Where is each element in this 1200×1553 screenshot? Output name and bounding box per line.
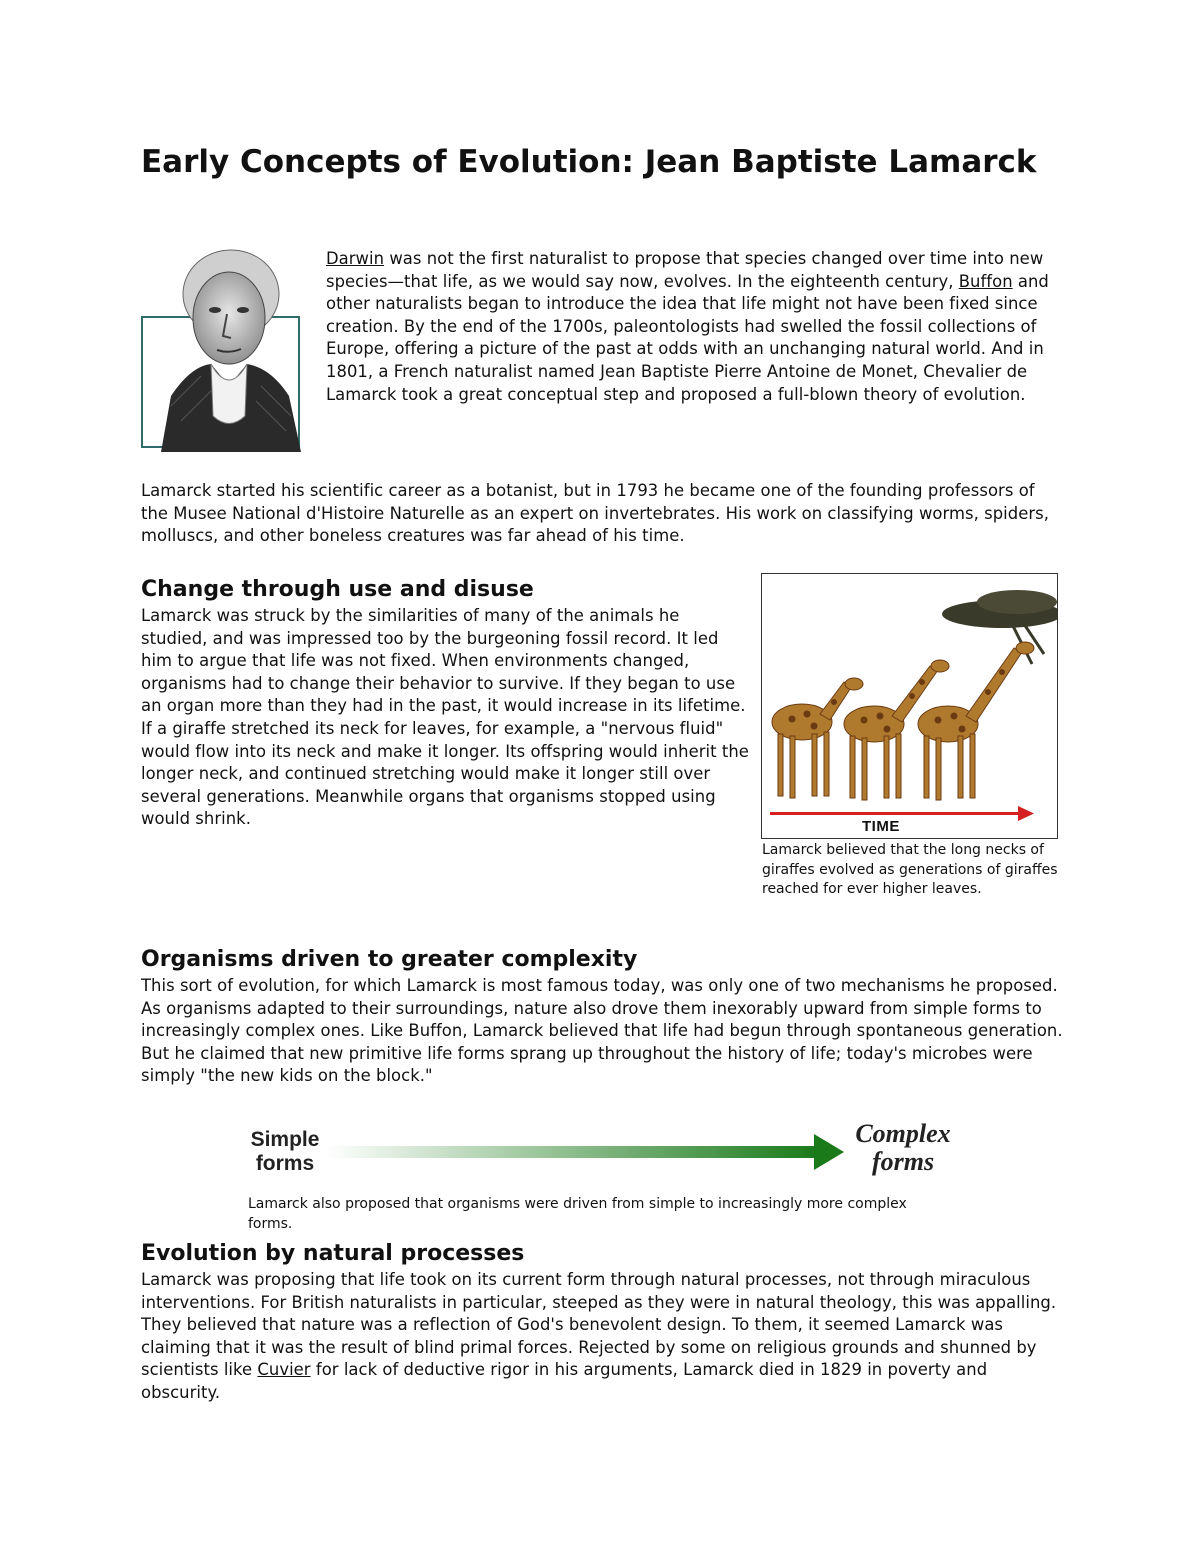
section-heading-natural-processes: Evolution by natural processes	[141, 1241, 525, 1266]
complexity-arrow-icon	[326, 1132, 846, 1172]
lamarck-portrait	[141, 246, 304, 452]
buffon-link[interactable]: Buffon	[958, 271, 1013, 291]
complex-forms-label: Complex forms	[855, 1119, 951, 1176]
time-arrow-icon	[770, 806, 1034, 821]
giraffe-short-neck-icon	[772, 678, 863, 798]
darwin-link[interactable]: Darwin	[326, 249, 385, 268]
natural-processes-paragraph: Lamarck was proposing that life took on its current form through natural processes, not through miraculous interventions. For British naturalists in particular, steeped as they were in natural theology, this was appalling. They believed that nature was a reflection of God's benevolent design. To them, it seemed Lamarck was claiming that it was the result of blind primal forces. Rejected by some on religious grounds and shunned by scientists like Cuvier for lack of deductive rigor in his arguments, Lamarck died in 1829 in poverty and obscurity.	[141, 1270, 1057, 1402]
career-paragraph: Lamarck started his scientific career as a botanist, but in 1793 he became one of the founding professors of the Musee National d'Histoire Naturelle as an expert on invertebrates. His work on classifying worms, spiders, molluscs, and other boneless creatures was far ahead of his time.	[141, 481, 1050, 546]
time-label: TIME	[862, 818, 900, 835]
use-disuse-paragraph: Lamarck was struck by the similarities of many of the animals he studied, and was impressed too by the burgeoning fossil record. It led him to argue that life was not fixed. When environments changed, organisms had to change their behavior to survive. If they began to use an organ more than they had in the past, it would increase in its lifetime. If a giraffe stretched its neck for leaves, for example, a "nervous fluid" would flow into its neck and make it longer. Its offspring would inherit the longer neck, and continued stretching would make it longer still over several generations. Meanwhile organs that organisms stopped using would shrink.	[141, 606, 749, 829]
cuvier-link[interactable]: Cuvier	[257, 1360, 311, 1380]
simple-forms-label: Simple forms	[250, 1128, 320, 1175]
complexity-caption: Lamarck also proposed that organisms were driven from simple to increasingly more complex forms.	[248, 1196, 907, 1232]
section-heading-complexity: Organisms driven to greater complexity	[141, 947, 638, 972]
complexity-paragraph: This sort of evolution, for which Lamarck is most famous today, was only one of two mechanisms he proposed. As organisms adapted to their surroundings, nature also drove them inexorably upward from simple forms to increasingly complex ones. Like Buffon, Lamarck believed that life had begun through spontaneous generation. But he claimed that new primitive life forms sprang up throughout the history of life; today's microbes were simply "the new kids on the block."	[141, 976, 1063, 1086]
section-heading-use-disuse: Change through use and disuse	[141, 577, 534, 602]
page-title: Early Concepts of Evolution: Jean Baptiste Lamarck	[141, 144, 1037, 180]
giraffe-figure	[761, 573, 1058, 839]
intro-paragraph: Darwin was not the first naturalist to propose that species changed over time into new species—that life, as we would say now, evolves. In the eighteenth century, Buffon and other naturalists began to introduce the idea that life might not have been fixed since creation. By the end of the 1700s, paleontologists had swelled the fossil collections of Europe, offering a picture of the past at odds with an unchanging natural world. And in 1801, a French naturalist named Jean Baptiste Pierre Antoine de Monet, Chevalier de Lamarck took a great conceptual step and proposed a full-blown theory of evolution.	[326, 249, 1049, 404]
acacia-tree-icon	[942, 590, 1057, 664]
giraffe-caption: Lamarck believed that the long necks of giraffes evolved as generations of giraffes reached for ever higher leaves.	[762, 842, 1058, 897]
